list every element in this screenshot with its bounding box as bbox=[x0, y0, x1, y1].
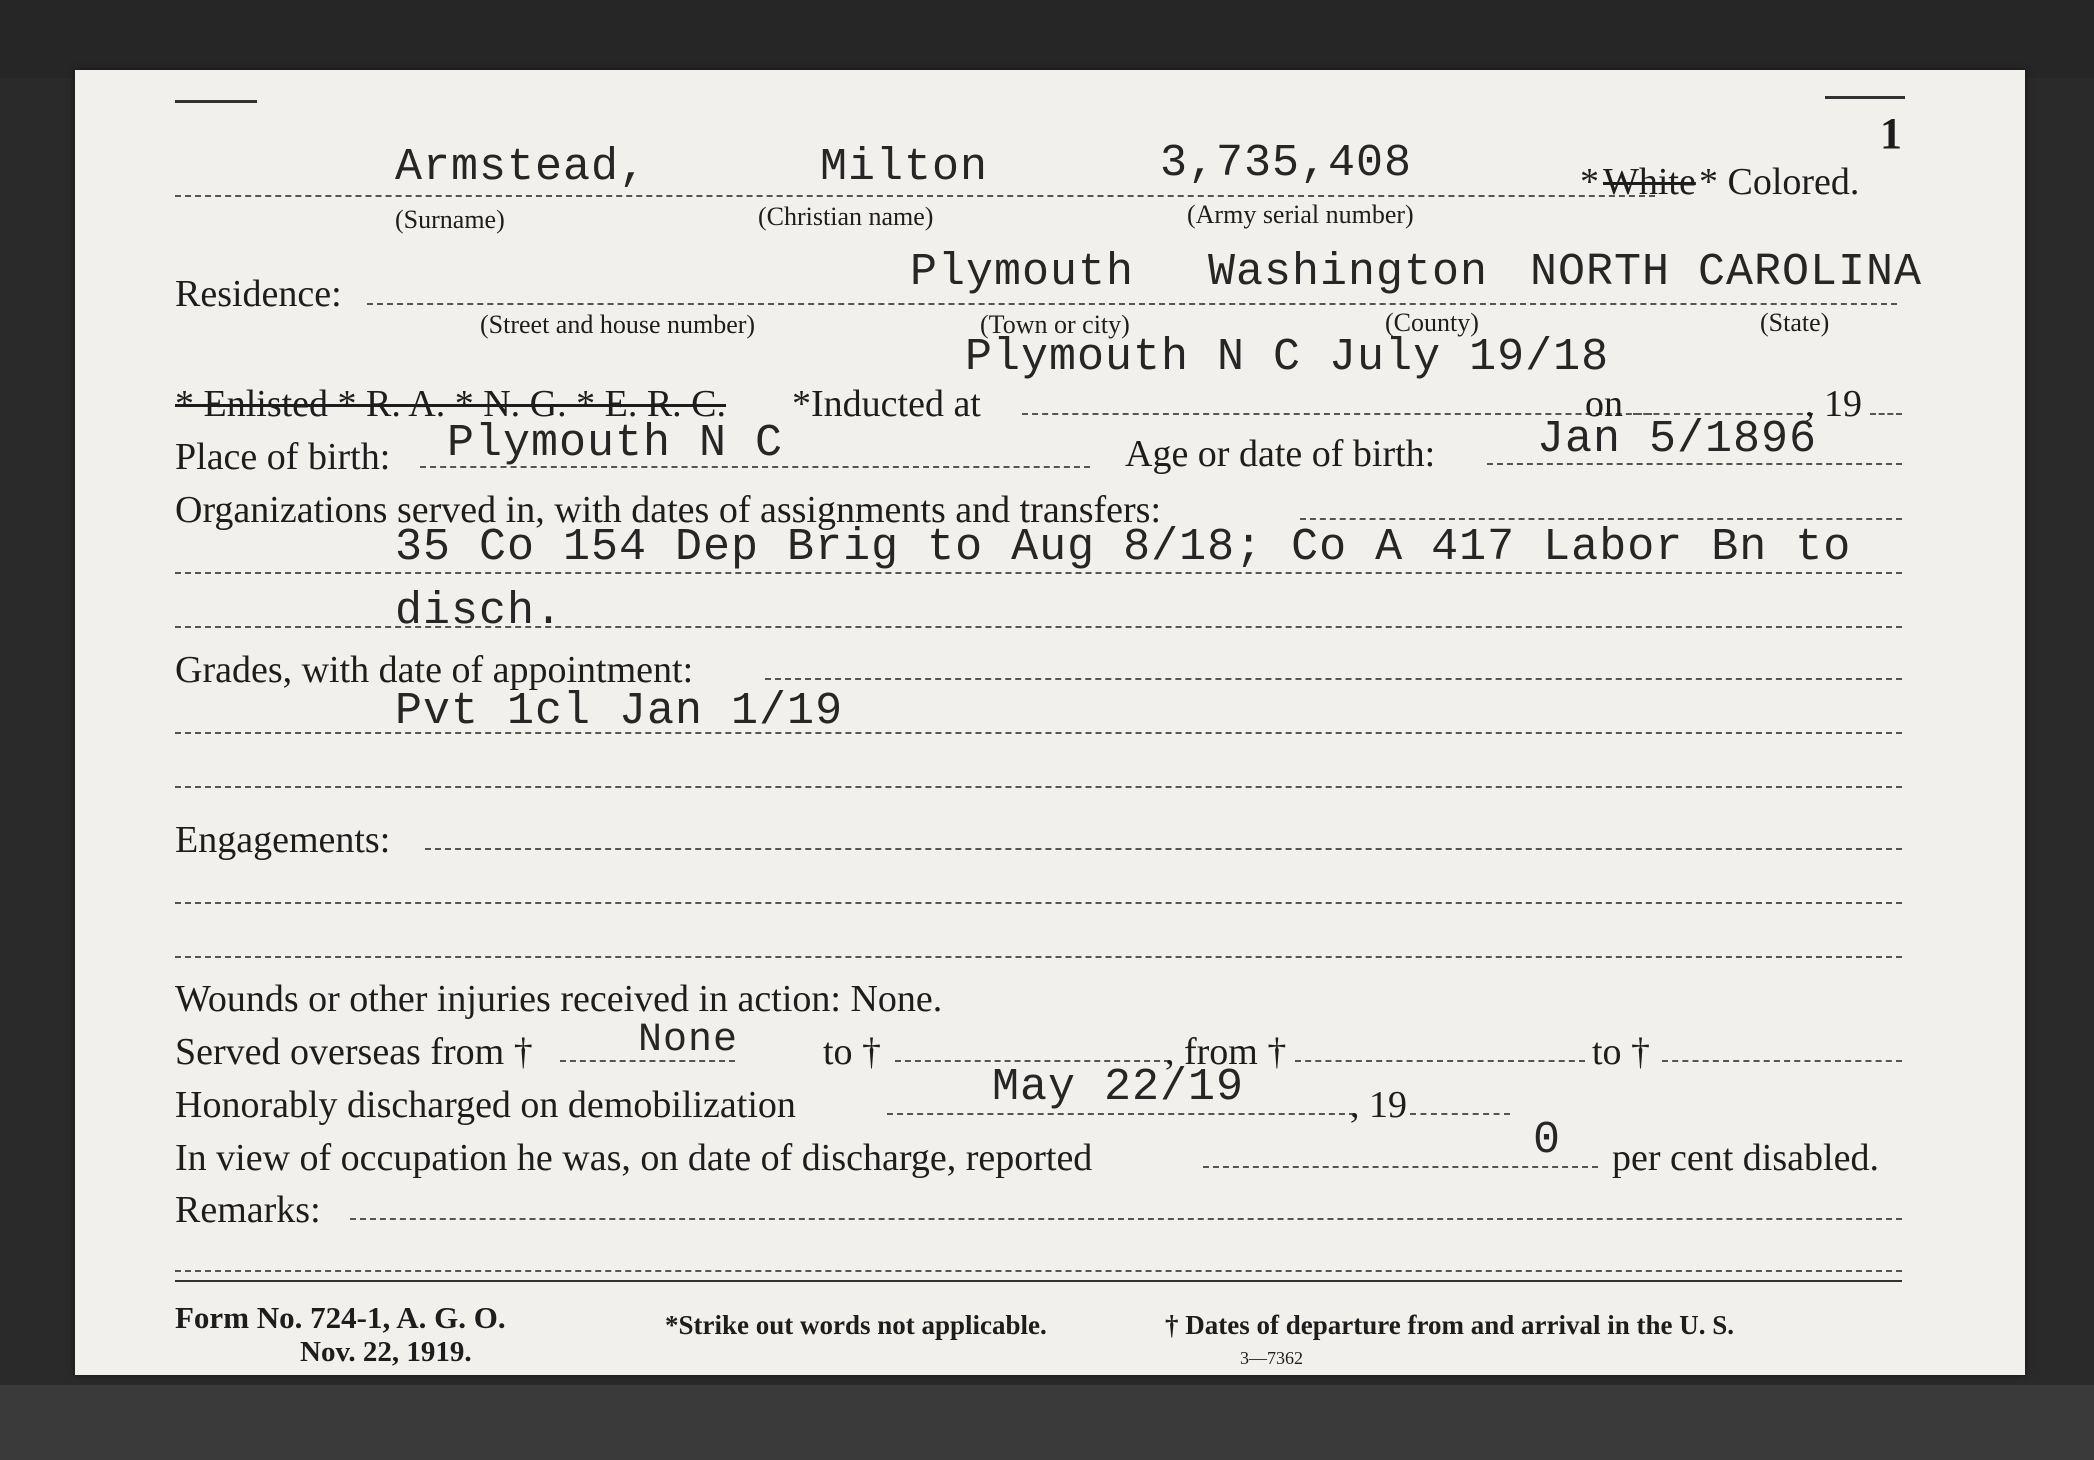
overseas-from-label: Served overseas from † bbox=[175, 1031, 533, 1073]
form-number: Form No. 724-1, A. G. O. bbox=[175, 1300, 506, 1335]
grades-line-0 bbox=[765, 678, 1902, 680]
race-colored: * Colored. bbox=[1699, 161, 1860, 203]
residence-town: Plymouth bbox=[910, 247, 1135, 298]
grades-label: Grades, with date of appointment: bbox=[175, 649, 694, 691]
place-of-birth-value: Plymouth N C bbox=[447, 418, 784, 469]
caption-christian-name: (Christian name) bbox=[758, 202, 934, 231]
grades-line-2 bbox=[175, 786, 1902, 788]
date-of-birth-value: Jan 5/1896 bbox=[1537, 414, 1818, 465]
scan-background-bottom bbox=[0, 1385, 2094, 1460]
overseas-to-label-2: to † bbox=[1592, 1031, 1651, 1073]
organizations-label: Organizations served in, with dates of assignments and transfers: bbox=[175, 489, 1162, 531]
engagements-line-2 bbox=[175, 956, 1902, 958]
discharge-date-line bbox=[887, 1113, 1355, 1115]
discharge-year-label: , 19 bbox=[1350, 1084, 1407, 1126]
enlistment-types-struck: * Enlisted * R. A. * N. G. * E. R. C. bbox=[175, 383, 727, 425]
footnote-dates: † Dates of departure from and arrival in the U. S. bbox=[1165, 1310, 1734, 1340]
induction-place-date: Plymouth N C July 19/18 bbox=[965, 332, 1610, 383]
engagements-line-0 bbox=[425, 848, 1902, 850]
inducted-at-label: *Inducted at bbox=[792, 383, 981, 425]
engagements-line-1 bbox=[175, 902, 1902, 904]
overseas-from-value: None bbox=[638, 1018, 739, 1063]
overseas-to-line-2 bbox=[1662, 1060, 1902, 1062]
serial-number-value: 3,735,408 bbox=[1160, 138, 1413, 189]
organizations-text-2: disch. bbox=[395, 586, 564, 637]
residence-line bbox=[367, 303, 1897, 305]
surname-value: Armstead, bbox=[395, 142, 648, 193]
discharge-label: Honorably discharged on demobilization bbox=[175, 1084, 796, 1126]
grades-text-1: Pvt 1cl Jan 1/19 bbox=[395, 686, 844, 737]
caption-serial-number: (Army serial number) bbox=[1187, 200, 1414, 229]
footer-rule bbox=[175, 1280, 1902, 1282]
caption-street: (Street and house number) bbox=[480, 310, 756, 339]
disability-label: In view of occupation he was, on date of discharge, reported bbox=[175, 1137, 1093, 1179]
inducted-year-line bbox=[1870, 413, 1902, 415]
christian-name-value: Milton bbox=[820, 142, 989, 193]
race-star: * bbox=[1580, 161, 1599, 203]
caption-surname: (Surname) bbox=[395, 205, 505, 234]
top-left-rule bbox=[175, 100, 257, 103]
organizations-text-1: 35 Co 154 Dep Brig to Aug 8/18; Co A 417 Labor Bn to bbox=[395, 522, 1852, 573]
residence-county: Washington bbox=[1208, 247, 1489, 298]
place-of-birth-label: Place of birth: bbox=[175, 436, 391, 478]
remarks-label: Remarks: bbox=[175, 1189, 321, 1231]
top-right-rule bbox=[1825, 96, 1905, 99]
overseas-from-line-2 bbox=[1295, 1060, 1585, 1062]
caption-county: (County) bbox=[1385, 308, 1479, 337]
name-row-line bbox=[175, 195, 1655, 197]
residence-state: NORTH CAROLINA bbox=[1530, 247, 1923, 298]
overseas-to-label-1: to † bbox=[823, 1031, 882, 1073]
residence-label: Residence: bbox=[175, 273, 342, 315]
footnote-strike-out: *Strike out words not applicable. bbox=[665, 1310, 1047, 1340]
remarks-line-1 bbox=[175, 1270, 1902, 1272]
engagements-label: Engagements: bbox=[175, 819, 391, 861]
form-date: Nov. 22, 1919. bbox=[300, 1336, 472, 1368]
discharge-year-line bbox=[1410, 1113, 1510, 1115]
wounds-label: Wounds or other injuries received in action: None. bbox=[175, 978, 943, 1020]
disability-suffix: per cent disabled. bbox=[1612, 1137, 1879, 1179]
disability-value: 0 bbox=[1533, 1115, 1562, 1166]
card-number: 1 bbox=[1880, 109, 1902, 158]
caption-town: (Town or city) bbox=[980, 310, 1130, 339]
date-of-birth-label: Age or date of birth: bbox=[1125, 433, 1436, 475]
remarks-line-0 bbox=[350, 1218, 1902, 1220]
overseas-from-label-2: , from † bbox=[1165, 1031, 1287, 1073]
race-white-struck: White bbox=[1603, 161, 1696, 203]
inducted-year-label: , 19 bbox=[1805, 383, 1862, 425]
scan-background-top bbox=[0, 0, 2094, 78]
inducted-on-label: on bbox=[1585, 383, 1623, 425]
discharge-date-value: May 22/19 bbox=[992, 1062, 1245, 1113]
caption-state: (State) bbox=[1760, 308, 1830, 337]
service-record-card bbox=[75, 70, 2025, 1375]
disability-line bbox=[1203, 1166, 1598, 1168]
organizations-line-0 bbox=[1300, 518, 1902, 520]
print-code: 3—7362 bbox=[1240, 1348, 1303, 1368]
